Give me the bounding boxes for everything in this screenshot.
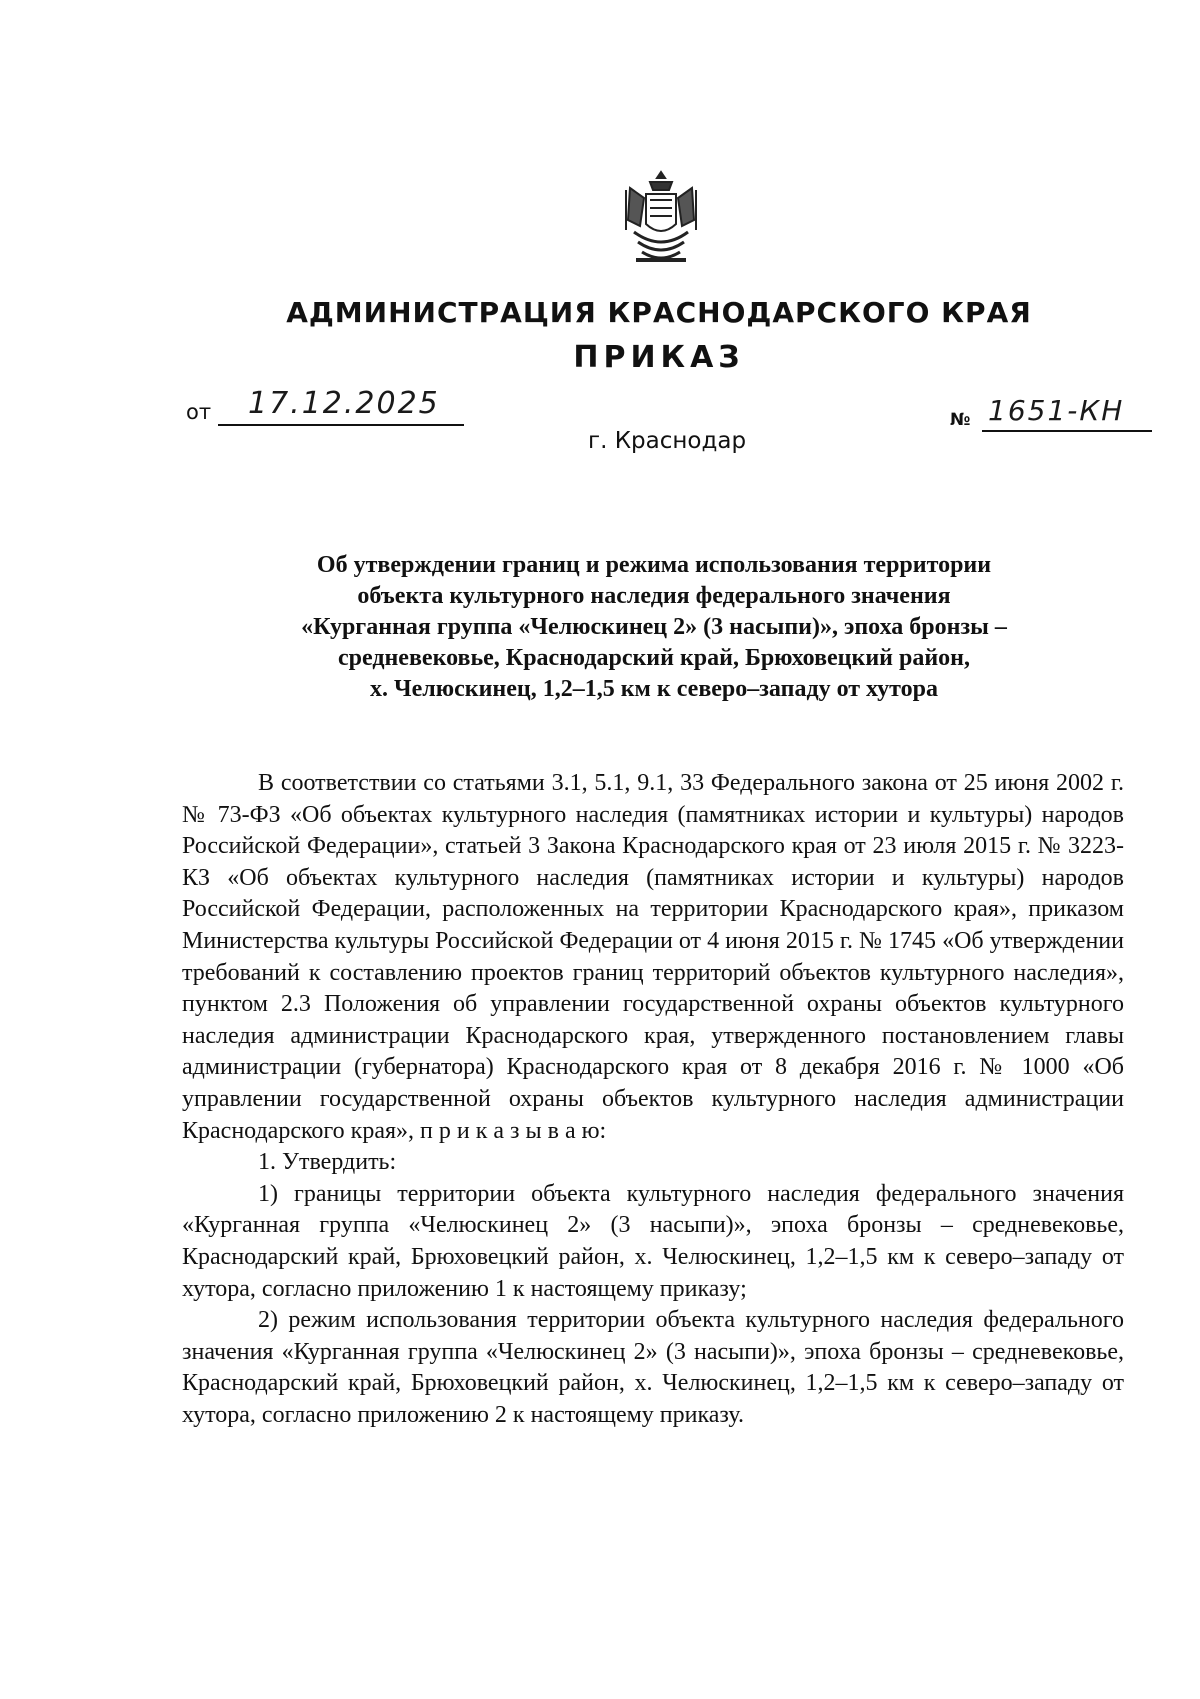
title-line: «Курганная группа «Челюскинец 2» (3 насыпи)», эпоха бронзы – [301, 614, 1007, 640]
coat-of-arms-emblem [620, 168, 702, 272]
title-line: средневековье, Краснодарский край, Брюховецкий район, [338, 645, 970, 671]
document-type: ПРИКАЗ [573, 340, 745, 375]
number-prefix: № [950, 410, 971, 430]
preamble-paragraph: В соответствии со статьями 3.1, 5.1, 9.1, 33 Федерального закона от 25 июня 2002 г. № 73-ФЗ «Об объектах культурного наследия (памятниках истории и культуры) народов Российской Федерации», статьей 3 Закона Краснодарского края от 23 июля 2015 г. № 3223-КЗ «Об объектах культурного наследия (памятниках истории и культуры) народов Российской Федерации, расположенных на территории Краснодарского края», приказом Министерства культуры Российской Федерации от 4 июня 2015 г. № 1745 «Об утверждении требований к составлению проектов границ территорий объектов культурного наследия», пунктом 2.3 Положения об управлении государственной охраны объектов культурного наследия администрации Краснодарского края, утвержденного постановлением главы администрации (губернатора) Краснодарского края от 8 декабря 2016 г. № 1000 «Об управлении государственной охраны объектов культурного наследия администрации Краснодарского края», п р и к а з ы в а ю: [182, 770, 1124, 1144]
date-field [218, 386, 464, 426]
item-1: 1. Утвердить: [258, 1149, 397, 1176]
document-title [196, 550, 1112, 705]
organization-name: АДМИНИСТРАЦИЯ КРАСНОДАРСКОГО КРАЯ [286, 296, 1032, 329]
date-prefix: от [186, 400, 212, 424]
number-field [982, 394, 1152, 432]
subitem-1: 1) границы территории объекта культурного наследия федерального значения «Курганная группа «Челюскинец 2» (3 насыпи)», эпоха бронзы – средневековье, Краснодарский край, Брюховецкий район, х. Челюскинец, 1,2–1,5 км к северо–западу от хутора, согласно приложению 1 к настоящему приказу; [182, 1180, 1124, 1302]
title-line: х. Челюскинец, 1,2–1,5 км к северо–западу от хутора [370, 676, 938, 702]
document-body [182, 768, 1124, 1431]
number-value: 1651-КН [988, 394, 1125, 427]
date-value: 17.12.2025 [248, 386, 440, 421]
subitem-2: 2) режим использования территории объекта культурного наследия федерального значения «Курганная группа «Челюскинец 2» (3 насыпи)», эпоха бронзы – средневековье, Краснодарский край, Брюховецкий район, х. Челюскинец, 1,2–1,5 км к северо–западу от хутора, согласно приложению 2 к настоящему приказу. [182, 1307, 1124, 1428]
title-line: объекта культурного наследия федерального значения [357, 583, 951, 609]
city: г. Краснодар [588, 428, 747, 454]
title-line: Об утверждении границ и режима использования территории [316, 552, 992, 578]
